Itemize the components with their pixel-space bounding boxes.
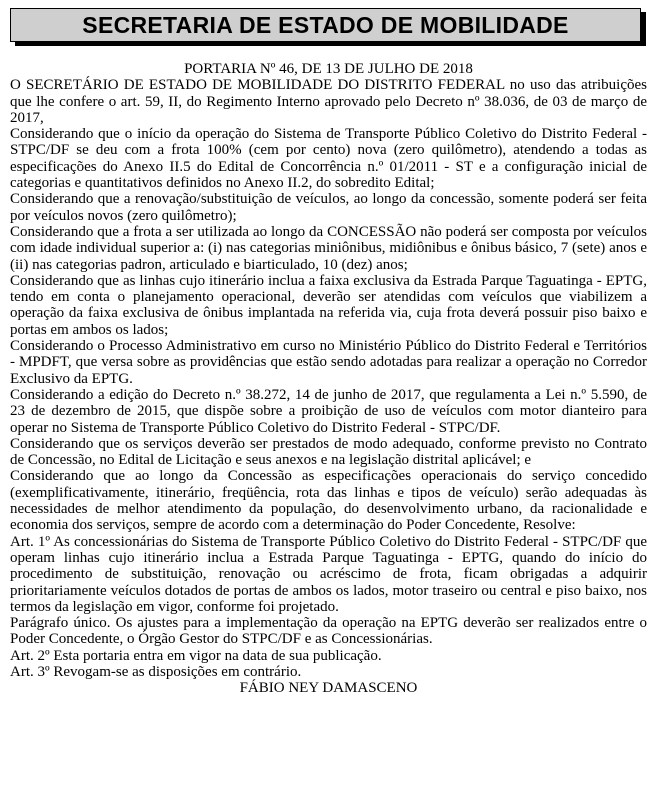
paragraph-article-3: Art. 3º Revogam-se as disposições em contrário. bbox=[10, 663, 302, 680]
paragraph-considering-5: Considerando o Processo Administrativo em curso no Ministério Público do Distrito Federal e Territórios - MPDFT, que versa sobre as providências que estão sendo adotadas para realizar a operação no Corredor Exclusivo da EPTG. bbox=[10, 338, 647, 387]
paragraph-considering-8: Considerando que ao longo da Concessão as especificações operacionais do serviço concedido (exemplificativamente, itinerário, freqüência, rota das linhas e tipos de veículo) serão adequadas às necessidades de melhor atendimento da população, do desenvolvimento urbano, da racionalidade e economia dos serviços, sempre de acordo com a determinação do Poder Concedente, Resolve: bbox=[10, 468, 647, 534]
paragraph-article-1: Art. 1º As concessionárias do Sistema de Transporte Público Coletivo do Distrito Federal - STPC/DF que operam linhas cujo itinerário inclua a Estrada Parque Taguatinga - EPTG, quando do início do procedimento de substituição, renovação ou acréscimo de frota, ficam obrigadas a adquirir prioritariamente veículos dotados de portas de ambos os lados, motor traseiro ou central e piso baixo, nos termos da legislação em vigor, conforme foi projetado. bbox=[10, 533, 647, 615]
paragraph-considering-1: Considerando que o início da operação do Sistema de Transporte Público Coletivo do Distrito Federal - STPC/DF se deu com a frota 100% (cem por cento) nova (zero quilômetro), atendendo a todas as especificações do Anexo II.5 do Edital de Concorrência n.º 01/2011 - ST e a configuração inicial de categorias e quantitativos definidos no Anexo II.2, do sobredito Edital; bbox=[10, 126, 647, 192]
paragraph-considering-4: Considerando que as linhas cujo itinerário inclua a faixa exclusiva da Estrada Parque Taguatinga - EPTG, tendo em conta o planejamento operacional, deverão ser atendidas com veículos que viabilizem a operação da faixa exclusiva de ônibus implantada na referida via, cuja frota deverá possuir piso baixo e portas em ambos os lados; bbox=[10, 272, 647, 338]
section-header bbox=[10, 8, 641, 42]
paragraph-considering-3: Considerando que a frota a ser utilizada ao longo da CONCESSÃO não poderá ser composta por veículos com idade individual superior a: (i) nas categorias miniônibus, midiônibus e ônibus básico, 7 (sete) anos e (ii) nas categorias padron, articulado e biarticulado, 10 (dez) anos; bbox=[10, 223, 647, 273]
document-heading: PORTARIA Nº 46, DE 13 DE JULHO DE 2018 bbox=[184, 61, 473, 77]
signature: FÁBIO NEY DAMASCENO bbox=[239, 680, 418, 697]
paragraph-considering-7: Considerando que os serviços deverão ser prestados de modo adequado, conforme previsto no Contrato de Concessão, no Edital de Licitação e seus anexos e na legislação distrital aplicável; e bbox=[10, 435, 647, 469]
paragraph-considering-2: Considerando que a renovação/substituição de veículos, ao longo da concessão, somente poderá ser feita por veículos novos (zero quilômetro); bbox=[10, 191, 647, 224]
paragraph-preamble: O SECRETÁRIO DE ESTADO DE MOBILIDADE DO DISTRITO FEDERAL no uso das atribuições que lhe confere o art. 59, II, do Regimento Interno aprovado pelo Decreto nº 38.036, de 03 de março de 2017, bbox=[10, 77, 647, 126]
paragraph-sole-paragraph: Parágrafo único. Os ajustes para a implementação da operação na EPTG deverão ser realizados entre o Poder Concedente, o Órgão Gestor do STPC/DF e as Concessionárias. bbox=[10, 615, 647, 648]
paragraph-article-2: Art. 2º Esta portaria entra em vigor na data de sua publicação. bbox=[10, 647, 382, 664]
document-body bbox=[10, 61, 647, 697]
paragraph-considering-6: Considerando a edição do Decreto n.º 38.272, 14 de junho de 2017, que regulamenta a Lei n.º 5.590, de 23 de dezembro de 2015, que dispõe sobre a proibição de uso de veículos com motor dianteiro para operar no Sistema de Transporte Público Coletivo do Distrito Federal - STPC/DF. bbox=[10, 386, 647, 436]
section-title: SECRETARIA DE ESTADO DE MOBILIDADE bbox=[82, 11, 569, 38]
